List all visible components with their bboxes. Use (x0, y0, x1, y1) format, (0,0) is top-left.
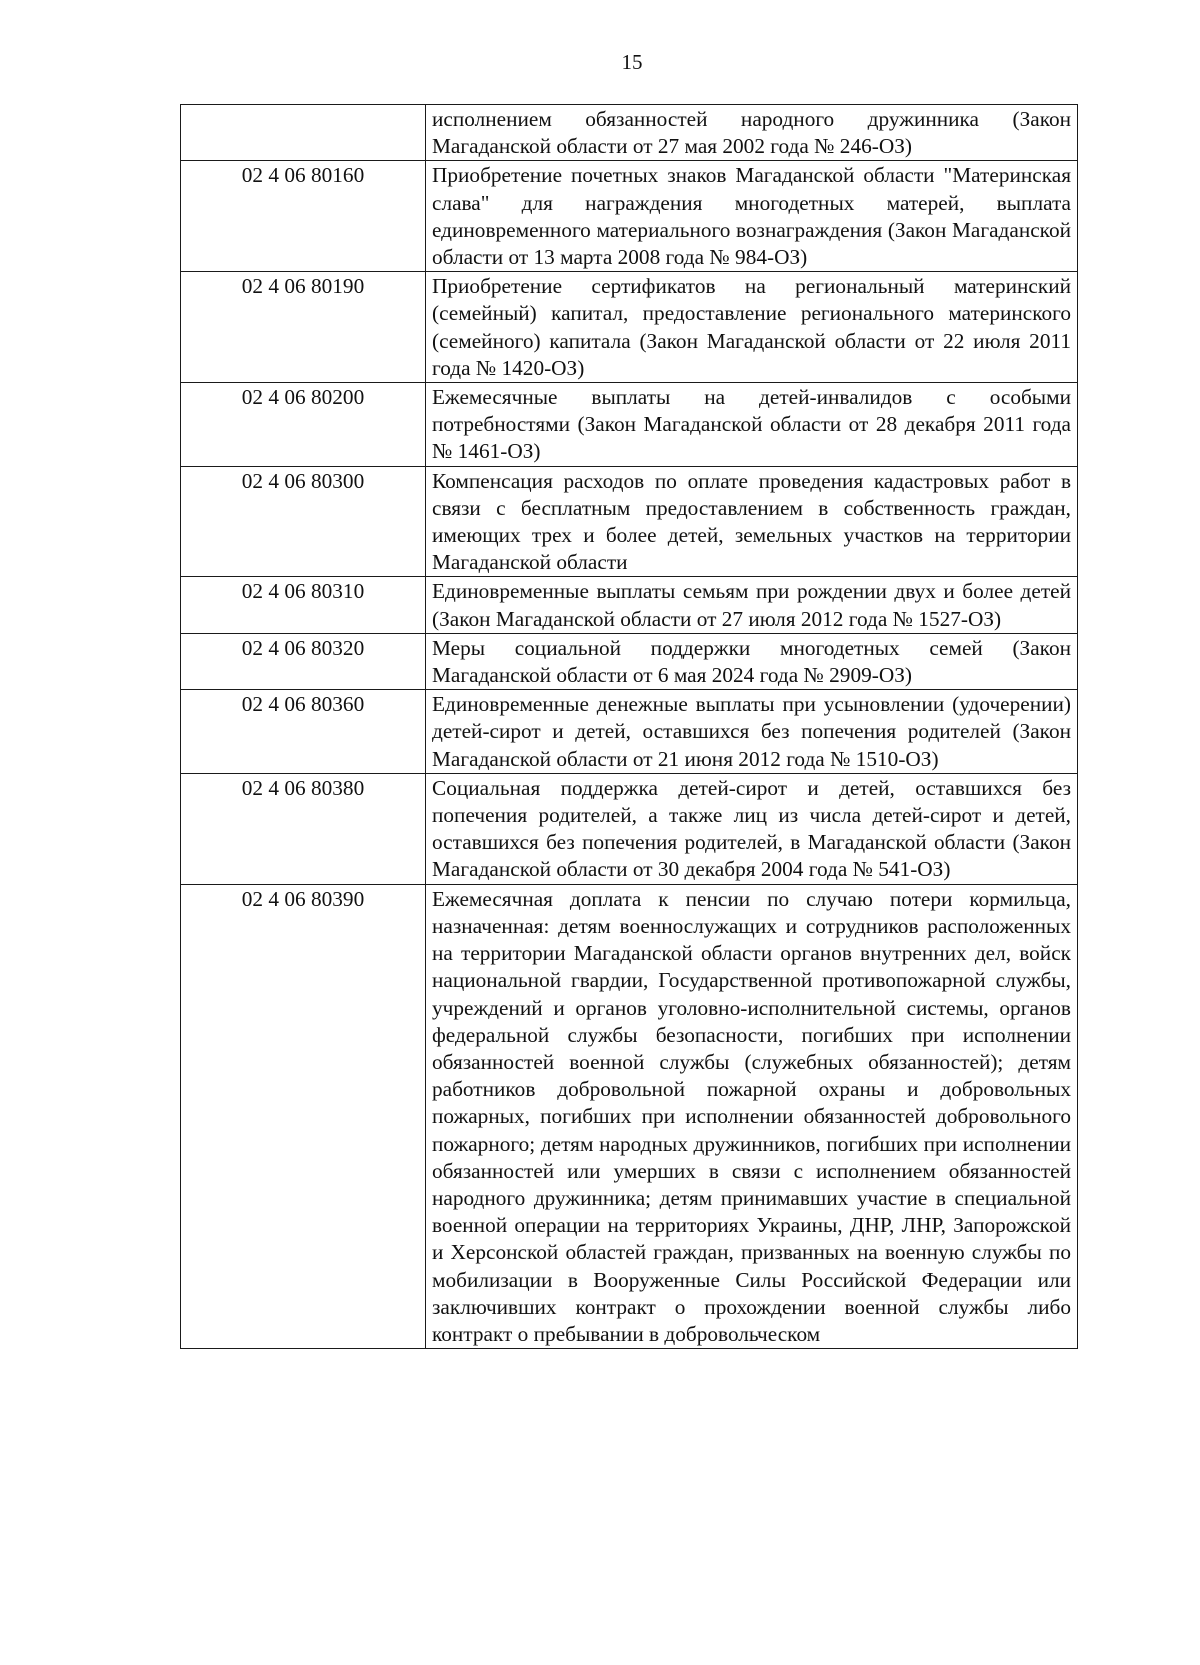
row-description: Приобретение сертификатов на региональный материнский (семейный) капитал, предоставление регионального материнского (семейного) капитала (Закон Магаданской области от 22 июля 2011 года № 1420-ОЗ) (426, 272, 1078, 383)
row-description: исполнением обязанностей народного дружинника (Закон Магаданской области от 27 мая 2002 года № 246-ОЗ) (426, 105, 1078, 161)
row-description: Единовременные выплаты семьям при рождении двух и более детей (Закон Магаданской области от 27 июля 2012 года № 1527-ОЗ) (426, 577, 1078, 633)
row-code: 02 4 06 80380 (181, 773, 426, 884)
table-row (181, 773, 1078, 884)
page-number: 15 (621, 50, 643, 74)
row-code: 02 4 06 80310 (181, 577, 426, 633)
row-code: 02 4 06 80360 (181, 690, 426, 774)
table-row (181, 690, 1078, 774)
table-row (181, 466, 1078, 577)
table-row (181, 161, 1078, 272)
table-row (181, 884, 1078, 1348)
row-code: 02 4 06 80320 (181, 633, 426, 689)
row-description: Ежемесячные выплаты на детей-инвалидов с особыми потребностями (Закон Магаданской области от 28 декабря 2011 года № 1461-ОЗ) (426, 383, 1078, 467)
table-row (181, 577, 1078, 633)
table-row (181, 633, 1078, 689)
budget-codes-table (180, 104, 1078, 1349)
table-row (181, 383, 1078, 467)
row-code: 02 4 06 80160 (181, 161, 426, 272)
row-code (181, 105, 426, 161)
row-description: Компенсация расходов по оплате проведения кадастровых работ в связи с бесплатным предоставлением в собственность граждан, имеющих трех и более детей, земельных участков на территории Магаданской области (426, 466, 1078, 577)
row-code: 02 4 06 80300 (181, 466, 426, 577)
row-code: 02 4 06 80200 (181, 383, 426, 467)
table-row (181, 272, 1078, 383)
row-description: Ежемесячная доплата к пенсии по случаю потери кормильца, назначенная: детям военнослужащих и сотрудников расположенных на территории Магаданской области органов внутренних дел, войск национальной гвардии, Государственной противопожарной службы, учреждений и органов уголовно-исполнительной системы, органов федеральной службы безопасности, погибших при исполнении обязанностей военной службы (служебных обязанностей); детям работников добровольной пожарной охраны и добровольных пожарных, погибших при исполнении обязанностей добровольного пожарного; детям народных дружинников, погибших при исполнении обязанностей или умерших в связи с исполнением обязанностей народного дружинника; детям принимавших участие в специальной военной операции на территориях Украины, ДНР, ЛНР, Запорожской и Херсонской областей граждан, призванных на военную службы по мобилизации в Вооруженные Силы Российской Федерации или заключивших контракт о прохождении военной службы либо контракт о пребывании в добровольческом (426, 884, 1078, 1348)
table-row (181, 105, 1078, 161)
row-code: 02 4 06 80390 (181, 884, 426, 1348)
row-description: Социальная поддержка детей-сирот и детей, оставшихся без попечения родителей, а также лиц из числа детей-сирот и детей, оставшихся без попечения родителей, в Магаданской области (Закон Магаданской области от 30 декабря 2004 года № 541-ОЗ) (426, 773, 1078, 884)
row-description: Меры социальной поддержки многодетных семей (Закон Магаданской области от 6 мая 2024 года № 2909-ОЗ) (426, 633, 1078, 689)
row-code: 02 4 06 80190 (181, 272, 426, 383)
row-description: Приобретение почетных знаков Магаданской области "Материнская слава" для награждения многодетных матерей, выплата единовременного материального вознаграждения (Закон Магаданской области от 13 марта 2008 года № 984-ОЗ) (426, 161, 1078, 272)
row-description: Единовременные денежные выплаты при усыновлении (удочерении) детей-сирот и детей, оставшихся без попечения родителей (Закон Магаданской области от 21 июня 2012 года № 1510-ОЗ) (426, 690, 1078, 774)
